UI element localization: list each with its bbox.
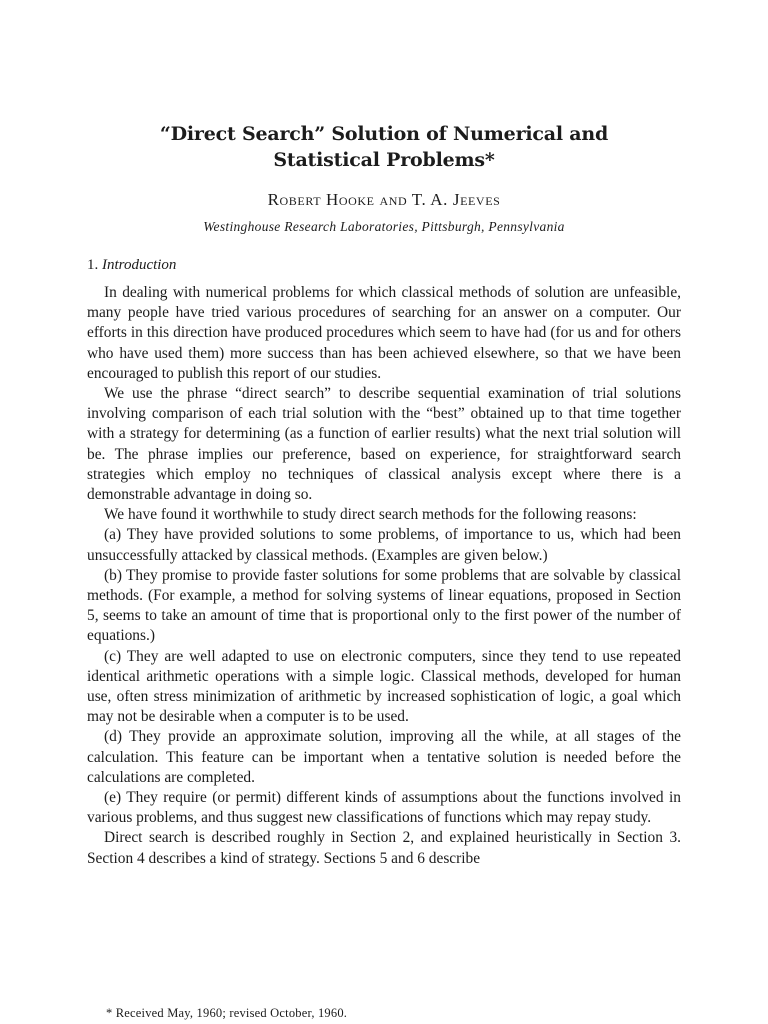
paragraph: (a) They have provided solutions to some problems, of importance to us, which had been unsuccessfully attacked by classical methods. (Examples are given below.): [87, 526, 681, 564]
footnote-rule: [87, 1003, 187, 1004]
footnote: * Received May, 1960; revised October, 1960.: [106, 1006, 348, 1020]
paragraph: Direct search is described roughly in Section 2, and explained heuristically in Section 3. Section 4 describes a kind of strategy. Sections 5 and 6 describe: [87, 829, 681, 867]
paragraph: (d) They provide an approximate solution, improving all the while, at all stages of the calculation. This feature can be important when a tentative solution is needed before the calculations are completed.: [87, 728, 681, 786]
paragraph: We have found it worthwhile to study direct search methods for the following reasons:: [104, 506, 637, 524]
section-heading: [87, 257, 176, 274]
paragraph: (e) They require (or permit) different kinds of assumptions about the functions involved in various problems, and thus suggest new classifications of functions which may repay study.: [87, 789, 681, 827]
paper-title-line-2: Statistical Problems*: [273, 149, 495, 171]
author-affiliation: Westinghouse Research Laboratories, Pittsburgh, Pennsylvania: [203, 219, 565, 234]
section-number: 1.: [87, 257, 99, 273]
paragraph: We use the phrase “direct search” to describe sequential examination of trial solutions involving comparison of each trial solution with the “best” obtained up to that time together with a strategy for determining (as a function of earlier results) what the next trial solution will be. The phrase implies our preference, based on experience, for straightforward search strategies which employ no techniques of classical analysis except where there is a demonstrable advantage in doing so.: [87, 385, 681, 504]
paragraph: (b) They promise to provide faster solutions for some problems that are solvable by classical methods. (For example, a method for solving systems of linear equations, proposed in Section 5, seems to take an amount of time that is proportional only to the first power of the number of equations.): [87, 566, 681, 645]
paragraph: In dealing with numerical problems for which classical methods of solution are unfeasible, many people have tried various procedures of searching for an answer on a computer. Our efforts in this direction have produced procedures which seem to have had (for us and for others who have used them) more success than has been achieved elsewhere, so that we have been encouraged to publish this report of our studies.: [87, 284, 681, 382]
section-title: Introduction: [102, 257, 177, 273]
author-names: Robert Hooke and T. A. Jeeves: [267, 190, 501, 209]
paragraph: (c) They are well adapted to use on electronic computers, since they tend to use repeated identical arithmetic operations with a simple logic. Classical methods, developed for human use, often stress minimization of arithmetic by increased sophistication of logic, a goal which may not be desirable when a computer is to be used.: [87, 647, 681, 726]
paper-title-line-1: “Direct Search” Solution of Numerical and: [159, 123, 609, 145]
body-text: [87, 283, 681, 869]
